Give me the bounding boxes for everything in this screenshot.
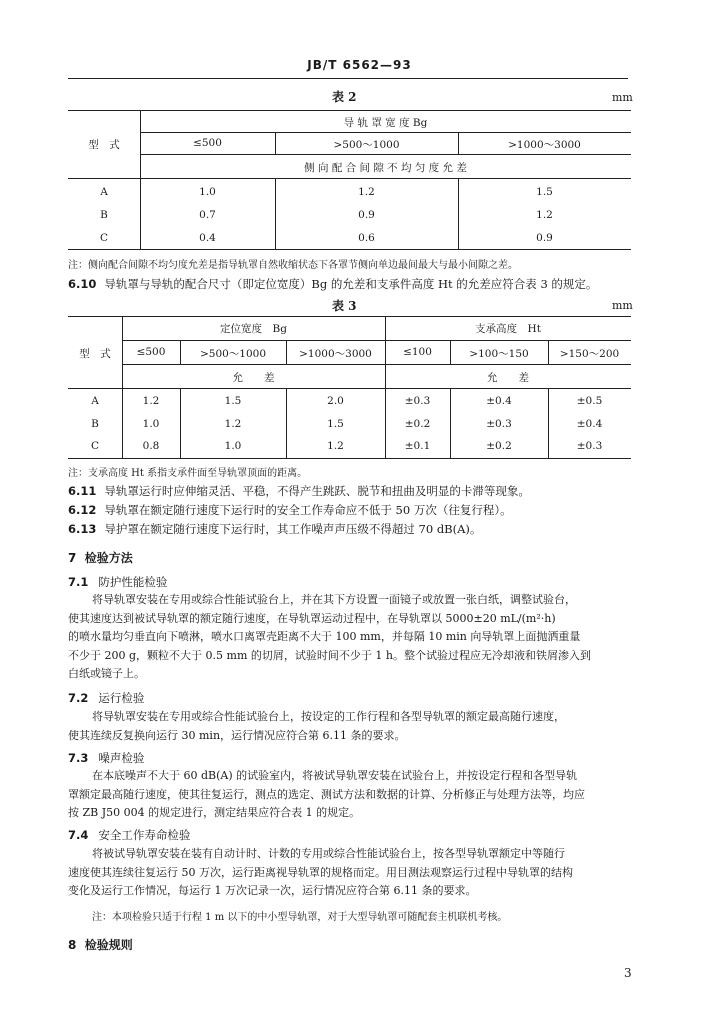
section-number: 7: [68, 551, 77, 565]
subsection-7-1-heading: [68, 574, 167, 590]
table2-cell: 0.9: [358, 209, 375, 221]
paragraph-line: 罩额定最高随行速度，使其往复运行，测点的选定、测试方法和数据的计算、分析修正与处理方法等，均应: [68, 787, 585, 801]
table3-rule: [122, 316, 123, 458]
table3-cell: 2.0: [327, 395, 344, 407]
clause-text: 导轨罩与导轨的配合尺寸（即定位宽度）Bg 的允差和支承件高度 Ht 的允差应符合表 3 的规定。: [104, 277, 598, 291]
table3-cell: 1.2: [224, 418, 242, 430]
table3-cell: ±0.1: [404, 440, 431, 452]
section-number: 8: [68, 938, 77, 952]
table2-range: >1000～3000: [508, 139, 581, 151]
clause-6-10: [68, 276, 597, 292]
table3-cell: 1.2: [142, 395, 160, 407]
table3-range: >500～1000: [199, 348, 267, 360]
paragraph-line: 按 ZB J50 004 的规定进行，测定结果应符合表 1 的规定。: [68, 806, 361, 819]
header-rule: [68, 78, 628, 79]
table3-row-type: A: [91, 395, 99, 407]
subsection-title: 防护性能检验: [98, 575, 168, 589]
paragraph-line: 将导轨罩安装在专用或综合性能试验台上，按设定的工作行程和各型导轨罩的额定最高随行速度，: [92, 710, 565, 723]
table3-cell: ±0.4: [486, 395, 512, 407]
table3-range: ≤500: [136, 346, 166, 358]
table3-range: ≤100: [403, 346, 432, 358]
table3-cell: 1.0: [142, 418, 160, 430]
table3-cell: ±0.3: [576, 440, 603, 452]
table2-cell: 0.6: [358, 232, 375, 244]
clause-number: 6.11: [68, 484, 97, 498]
subsection-7-3-heading: [68, 750, 144, 766]
table3-rule: [122, 340, 631, 341]
table2-cell: 0.9: [536, 232, 553, 244]
paragraph-line: 将导轨罩安装在专用或综合性能试验台上，并在其下方设置一面镜子或放置一张白纸，调整试验台，: [92, 593, 576, 606]
section-title: 检验规则: [84, 938, 133, 952]
paragraph-line: 使其连续反复换向运行 30 min，运行情况应符合第 6.11 条的要求。: [68, 728, 406, 742]
table3-cell: ±0.4: [576, 418, 603, 430]
table3-caption: 表 3: [332, 299, 357, 313]
table2-row-type: B: [100, 209, 108, 221]
clause-6-11: [68, 483, 530, 499]
table2-cell: 1.2: [358, 186, 375, 198]
clause-6-12: [68, 502, 512, 518]
subsection-title: 运行检验: [98, 691, 145, 705]
subsection-number: 7.1: [68, 575, 89, 589]
paragraph-line: 速度使其连续往复运行 50 万次，运行距离视导轨罩的规格而定。用目测法观察运行过程中导轨罩的结构: [68, 865, 573, 879]
paragraph-line: 使其速度达到被试导轨罩的额定随行速度，在导轨罩运动过程中，在导轨罩以 5000±20 mL/(m²·h): [68, 611, 556, 625]
table3-unit: mm: [612, 299, 633, 312]
table3-group1-header: 定位宽度 Bg: [220, 323, 287, 335]
table2-cell: 0.7: [199, 209, 216, 221]
table3-cell: 0.8: [142, 440, 160, 452]
table3-range: >150～200: [559, 348, 620, 360]
section-title: 检验方法: [84, 551, 133, 565]
paragraph-7-2: [68, 708, 633, 745]
table3-rule: [122, 364, 631, 365]
table3-row-type: C: [90, 440, 100, 452]
table2-range: >500～1000: [333, 139, 400, 151]
table3-cell: ±0.3: [486, 418, 512, 430]
table3-bottom-rule: [68, 458, 631, 459]
clause-text: 导护罩在额定随行速度下运行时，其工作噪声声压级不得超过 70 dB(A)。: [104, 522, 482, 536]
subsection-title: 噪声检验: [98, 751, 145, 765]
clause-number: 6.10: [68, 277, 97, 291]
table3-range: >1000～3000: [299, 348, 372, 360]
table2-cell: 1.5: [536, 186, 553, 198]
table3-rule: [385, 316, 386, 458]
standard-header: JB/T 6562—93: [307, 58, 412, 72]
table2-rule: [140, 154, 631, 155]
subsection-title: 安全工作寿命检验: [98, 828, 191, 842]
table2-unit: mm: [612, 91, 633, 104]
table3-type-header: 型 式: [79, 348, 111, 360]
table2-top-rule: [68, 110, 631, 111]
clause-text: 导轨罩运行时应伸缩灵活、平稳，不得产生跳跃、脱节和扭曲及明显的卡滞等现象。: [104, 484, 530, 498]
table2-bottom-rule: [68, 249, 631, 250]
section-8-heading: [68, 936, 133, 953]
table3-cell: ±0.3: [404, 395, 431, 407]
table2-rule: [140, 110, 141, 249]
table3-row-type: B: [91, 418, 99, 430]
table2-sub-header: 侧 向 配 合 间 隙 不 均 匀 度 允 差: [304, 162, 467, 174]
table2-note: 注：侧向配合间隙不均匀度允差是指导轨罩自然收缩状态下各罩节侧向单边最间最大与最小间隙之差。: [68, 260, 518, 271]
subsection-number: 7.4: [68, 828, 89, 842]
table2-cell: 1.2: [536, 209, 553, 221]
clause-6-13: [68, 521, 481, 537]
table3-cell: 1.2: [327, 440, 344, 452]
paragraph-7-4: [68, 845, 633, 901]
table2-row-type: C: [99, 232, 109, 244]
table3-cell: ±0.2: [486, 440, 512, 452]
table3-rule: [68, 388, 631, 389]
clause-text: 导轨罩在额定随行速度下运行时的安全工作寿命应不低于 50 万次（往复行程）。: [104, 503, 512, 517]
table2-cell: 1.0: [199, 186, 216, 198]
table2-cell: 0.4: [199, 232, 216, 244]
page-number: 3: [624, 966, 632, 980]
table2-rule: [140, 132, 631, 133]
subsection-7-4-note: 注：本项检验只适于行程 1 m 以下的中小型导轨罩，对于大型导轨罩可随配套主机联机考核。: [92, 912, 508, 923]
table2-caption: 表 2: [332, 90, 357, 104]
table3-cell: 1.5: [327, 418, 344, 430]
paragraph-line: 白纸或镜子上。: [68, 667, 145, 680]
table2-range: ≤500: [193, 137, 222, 149]
table2-type-header: 型 式: [88, 139, 120, 151]
subsection-number: 7.3: [68, 751, 89, 765]
subsection-7-2-heading: [68, 690, 144, 706]
table3-tolerance-header: 允 差: [487, 372, 529, 384]
table3-note: 注：支承高度 Ht 系指支承件面至导轨罩顶面的距离。: [68, 468, 308, 479]
table3-cell: ±0.2: [404, 418, 431, 430]
table3-cell: 1.0: [224, 440, 242, 452]
paragraph-line: 不少于 200 g，颗粒不大于 0.5 mm 的切屑，试验时间不少于 1 h。整个试验过程应无冷却液和铁屑渗入到: [68, 648, 591, 662]
table3-cell: ±0.5: [576, 395, 603, 407]
table2-row-type: A: [100, 186, 108, 198]
paragraph-line: 变化及运行工作情况，每运行 1 万次记录一次，运行情况应符合第 6.11 条的要求。: [68, 884, 477, 897]
table3-cell: 1.5: [224, 395, 242, 407]
table2-group-header: 导 轨 罩 宽 度 Bg: [343, 117, 428, 129]
subsection-number: 7.2: [68, 691, 89, 705]
subsection-7-4-heading: [68, 827, 190, 843]
table3-tolerance-header: 允 差: [232, 372, 275, 384]
section-7-heading: [68, 549, 133, 566]
paragraph-line: 在本底噪声不大于 60 dB(A) 的试验室内，将被试导轨罩安装在试验台上，并按设定行程和各型导轨: [92, 769, 578, 782]
paragraph-7-3: [68, 767, 633, 823]
paragraph-line: 的喷水量均匀垂直向下喷淋，喷水口离罩壳距离不大于 100 mm，并每隔 10 min 向导轨罩上面抛洒重量: [68, 630, 581, 643]
table2-rule: [68, 178, 631, 179]
clause-number: 6.12: [68, 503, 97, 517]
paragraph-line: 将被试导轨罩安装在装有自动计时、计数的专用或综合性能试验台上，按各型导轨罩额定中等随行: [92, 847, 565, 860]
table3-range: >100～150: [469, 348, 529, 360]
clause-number: 6.13: [68, 522, 97, 536]
paragraph-7-1: [68, 591, 633, 684]
table3-group2-header: 支承高度 Ht: [475, 323, 541, 335]
table3-top-rule: [68, 316, 631, 317]
